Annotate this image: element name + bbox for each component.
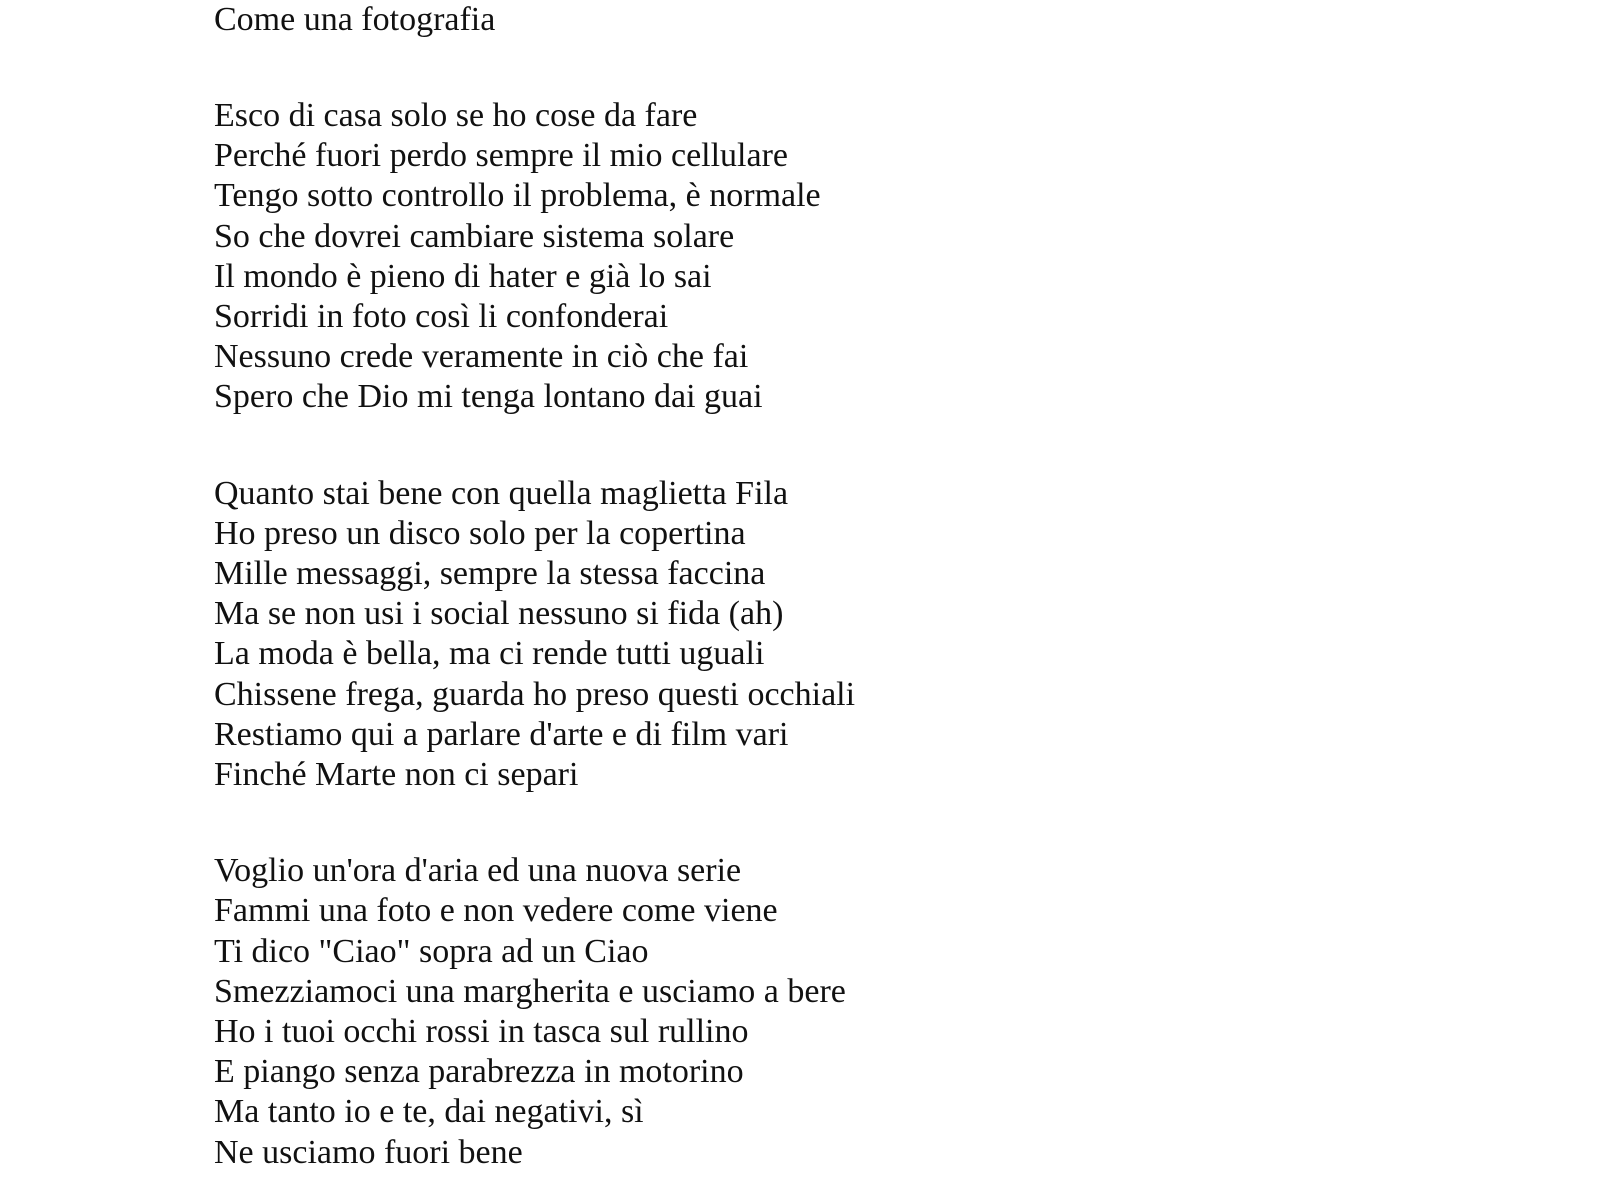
lyric-line: Nessuno crede veramente in ciò che fai: [214, 338, 749, 376]
lyric-line: Il mondo è pieno di hater e già lo sai: [214, 257, 712, 295]
stanza-3: [214, 851, 1514, 1173]
lyric-line: Perché fuori perdo sempre il mio cellulare: [214, 137, 788, 175]
lyric-line: Voglio un'ora d'aria ed una nuova serie: [214, 852, 742, 890]
lyric-line: Ma tanto io e te, dai negativi, sì: [214, 1093, 644, 1131]
lyric-line: Fammi una foto e non vedere come viene: [214, 892, 778, 930]
lyric-line: Ne usciamo fuori bene: [214, 1133, 523, 1171]
lyric-line: Mille messaggi, sempre la stessa faccina: [214, 555, 766, 593]
lyric-line: Sorridi in foto così li confonderai: [214, 298, 669, 336]
lyric-line: Esco di casa solo se ho cose da fare: [214, 97, 698, 134]
lyric-line: So che dovrei cambiare sistema solare: [214, 217, 735, 255]
lyric-line: Ma se non usi i social nessuno si fida (ah): [214, 595, 784, 633]
lyric-line: E piango senza parabrezza in motorino: [214, 1053, 744, 1091]
lyric-line: Ti dico "Ciao" sopra ad un Ciao: [214, 932, 649, 970]
stanza-2: [214, 474, 1514, 796]
song-title: Come una fotografia: [214, 1, 496, 38]
lyric-line: Finché Marte non ci separi: [214, 756, 579, 794]
lyrics-document: [214, 0, 1514, 1173]
lyric-line: Ho i tuoi occhi rossi in tasca sul rullino: [214, 1013, 749, 1051]
lyric-line: Restiamo qui a parlare d'arte e di film vari: [214, 715, 789, 753]
lyric-line: La moda è bella, ma ci rende tutti uguali: [214, 635, 765, 673]
lyric-line: Spero che Dio mi tenga lontano dai guai: [214, 378, 763, 416]
lyric-line: Ho preso un disco solo per la copertina: [214, 514, 746, 552]
stanza-1: [214, 96, 1514, 418]
lyric-line: Smezziamoci una margherita e usciamo a bere: [214, 972, 846, 1010]
lyric-line: Tengo sotto controllo il problema, è normale: [214, 177, 821, 215]
lyric-line: Quanto stai bene con quella maglietta Fila: [214, 474, 789, 512]
lyric-line: Chissene frega, guarda ho preso questi occhiali: [214, 675, 856, 713]
